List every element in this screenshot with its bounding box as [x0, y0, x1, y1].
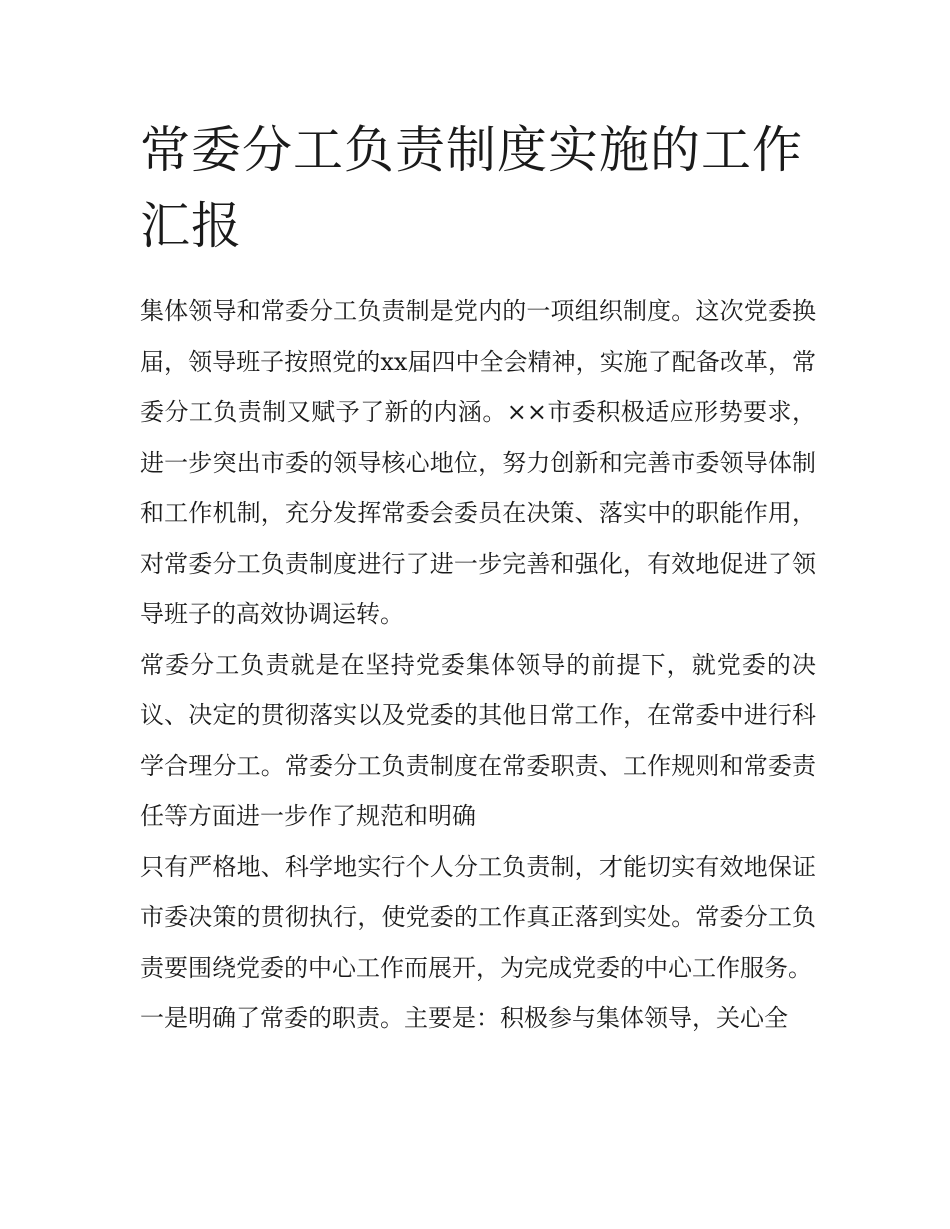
paragraph-4: 一是明确了常委的职责。主要是：积极参与集体领导，关心全 — [140, 1004, 788, 1032]
paragraph-1: 集体领导和常委分工负责制是党内的一项组织制度。这次党委换届，领导班子按照党的xx届四中全会精神，实施了配备改革，常委分工负责制又赋予了新的内涵。××市委积极适应形势要求，进一步突出市委的领导核心地位，努力创新和完善市委领导体制和工作机制，充分发挥常委会委员在决策、落实中的职能作用，对常委分工负责制度进行了进一步完善和强化，有效地促进了领导班子的高效协调运转。 — [140, 297, 816, 628]
document-title: 常委分工负责制度实施的工作汇报 — [140, 121, 803, 255]
paragraph-list — [140, 286, 816, 1044]
document-body — [140, 112, 816, 1044]
paragraph-3: 只有严格地、科学地实行个人分工负责制，才能切实有效地保证市委决策的贯彻执行，使党委的工作真正落到实处。常委分工负责要围绕党委的中心工作而展开，为完成党委的中心工作服务。 — [140, 852, 816, 982]
paragraph-2: 常委分工负责就是在坚持党委集体领导的前提下，就党委的决议、决定的贯彻落实以及党委的其他日常工作，在常委中进行科学合理分工。常委分工负责制度在常委职责、工作规则和常委责任等方面进一步作了规范和明确 — [140, 650, 816, 830]
